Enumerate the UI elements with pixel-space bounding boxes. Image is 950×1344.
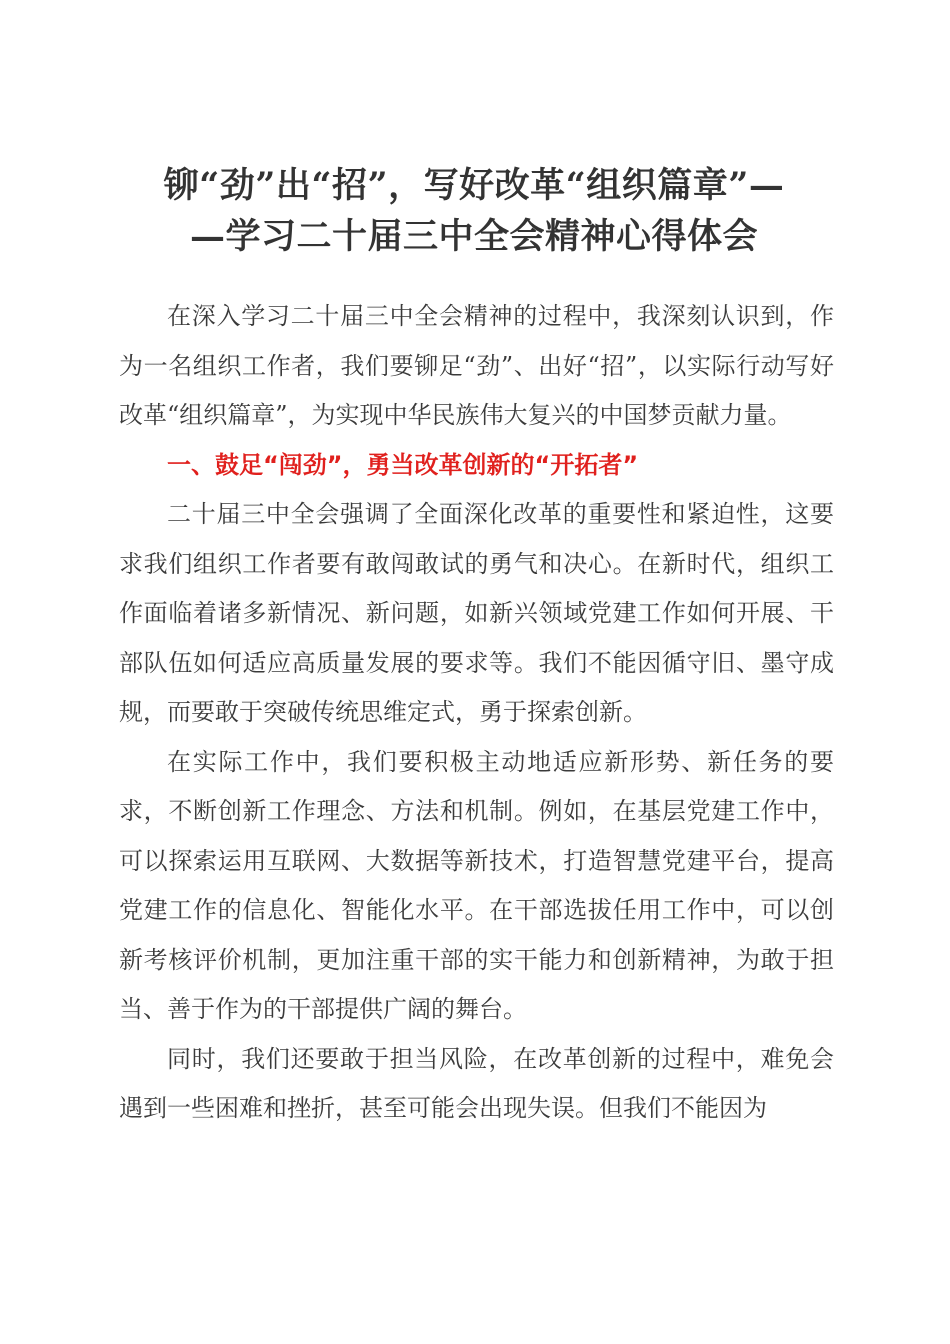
- section-1-paragraph-2: 在实际工作中，我们要积极主动地适应新形势、新任务的要求，不断创新工作理念、方法和机制。例如，在基层党建工作中，可以探索运用互联网、大数据等新技术，打造智慧党建平台，提高党建工作的信息化、智能化水平。在干部选拔任用工作中，可以创新考核评价机制，更加注重干部的实干能力和创新精神，为敢于担当、善于作为的干部提供广阔的舞台。: [119, 747, 834, 1023]
- title-line-1: 铆“劲”出“招”，写好改革“组织篇章”—: [163, 165, 785, 206]
- section-1-heading: 一、鼓足“闯劲”，勇当改革创新的“开拓者”: [167, 450, 639, 479]
- document-body: [119, 292, 834, 1134]
- title-line-2: —学习二十届三中全会精神心得体会: [189, 216, 758, 257]
- section-1-paragraph-1: 二十届三中全会强调了全面深化改革的重要性和紧迫性，这要求我们组织工作者要有敢闯敢试的勇气和决心。在新时代，组织工作面临着诸多新情况、新问题，如新兴领域党建工作如何开展、干部队伍如何适应高质量发展的要求等。我们不能因循守旧、墨守成规，而要敢于突破传统思维定式，勇于探索创新。: [119, 500, 834, 726]
- document-title: [118, 160, 830, 262]
- section-1-paragraph-3: 同时，我们还要敢于担当风险，在改革创新的过程中，难免会遇到一些困难和挫折，甚至可能会出现失误。但我们不能因为: [119, 1044, 834, 1122]
- intro-paragraph: 在深入学习二十届三中全会精神的过程中，我深刻认识到，作为一名组织工作者，我们要铆足“劲”、出好“招”，以实际行动写好改革“组织篇章”，为实现中华民族伟大复兴的中国梦贡献力量。: [119, 302, 834, 429]
